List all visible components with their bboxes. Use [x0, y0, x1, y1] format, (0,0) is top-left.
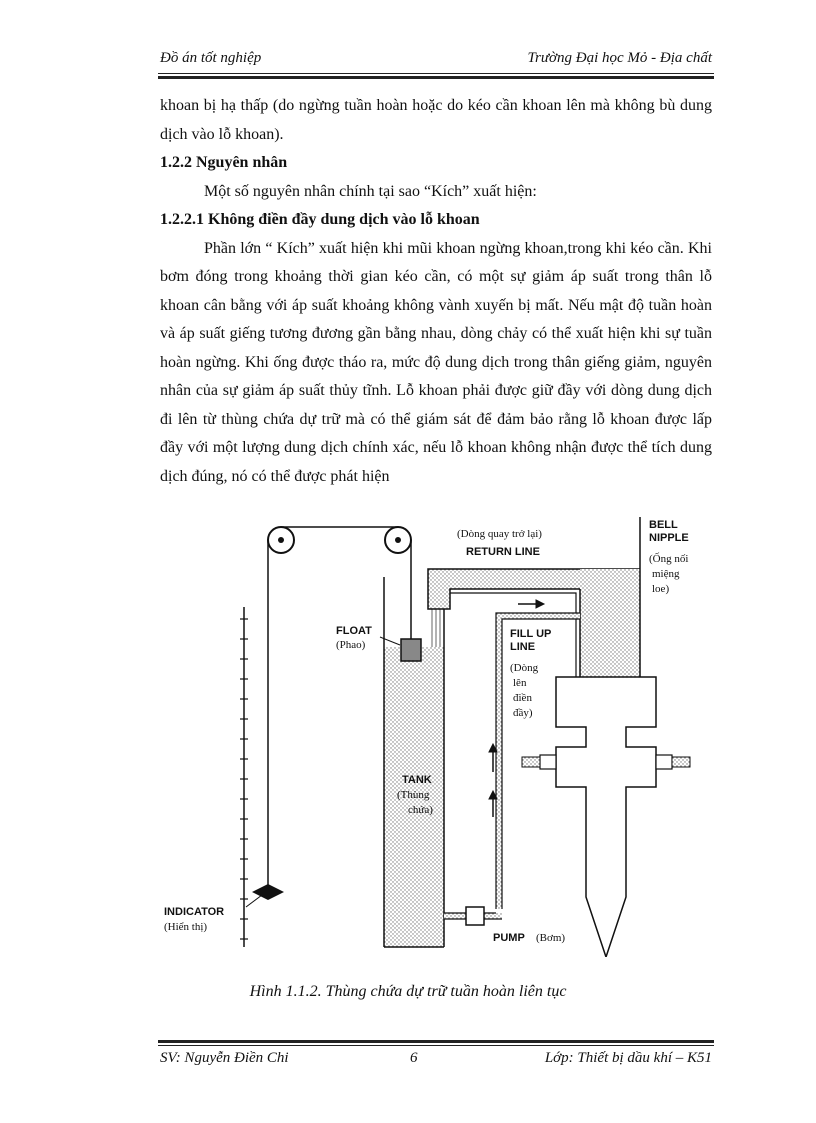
float — [401, 639, 421, 661]
float-label: FLOAT — [336, 625, 372, 637]
fill-up-label-2: LINE — [510, 641, 536, 653]
pump — [466, 907, 484, 925]
float-vn-label: (Phao) — [336, 639, 366, 651]
fill-vn-3: điền — [513, 692, 532, 704]
header-left: Đồ án tốt nghiệp — [160, 50, 262, 66]
fill-vn-4: đầy) — [513, 707, 533, 719]
bell-vn-3: loe) — [652, 583, 670, 595]
level-scale — [240, 607, 284, 947]
figure-caption: Hình 1.1.2. Thùng chứa dự trữ tuần hoàn liên tục — [249, 983, 567, 1000]
heading-1-2-2: 1.2.2 Nguyên nhân — [160, 154, 288, 171]
footer-page-number: 6 — [410, 1050, 418, 1066]
footer-class: Lớp: Thiết bị dầu khí – K51 — [544, 1050, 712, 1066]
bell-vn-2: miệng — [652, 568, 680, 580]
tank-vn-2: chứa) — [408, 804, 433, 816]
tank-label: TANK — [402, 774, 432, 786]
header-rule-thick — [158, 76, 714, 79]
fill-vn-2: lên — [513, 677, 527, 689]
footer-student: SV: Nguyễn Điền Chi — [160, 1050, 289, 1066]
header-right: Trường Đại học Mỏ - Địa chất — [527, 50, 712, 66]
indicator-marker — [252, 884, 284, 900]
heading-1-2-2-1: 1.2.2.1 Không điền đầy dung dịch vào lỗ khoan — [160, 211, 480, 228]
tank — [384, 577, 444, 947]
fill-up-label-1: FILL UP — [510, 628, 552, 640]
bell-nipple — [580, 517, 640, 677]
pump-vn-label: (Bơm) — [536, 932, 566, 944]
return-line-vn-label: (Dòng quay trở lại) — [457, 528, 542, 540]
paragraph-2: Một số nguyên nhân chính tại sao “Kích” xuất hiện: — [204, 182, 537, 200]
footer-rule-thin — [158, 1045, 714, 1046]
return-line-label: RETURN LINE — [466, 546, 540, 558]
footer-rule-thick — [158, 1040, 714, 1043]
bell-label-1: BELL — [649, 519, 678, 531]
paragraph-1: khoan bị hạ thấp (do ngừng tuần hoàn hoặc do kéo cần khoan lên mà không bù dung dịch vào lỗ khoan). — [160, 97, 712, 143]
page-header — [158, 50, 714, 72]
return-drip — [432, 609, 440, 647]
indicator-vn-label: (Hiển thị) — [164, 921, 208, 933]
wellhead — [522, 677, 690, 957]
tank-diagram — [160, 517, 712, 957]
pump-label: PUMP — [493, 932, 525, 944]
bell-vn-1: (Ống nối — [649, 553, 689, 565]
fill-vn-1: (Dòng — [510, 662, 539, 674]
bell-label-2: NIPPLE — [649, 532, 689, 544]
tank-vn-1: (Thùng — [397, 789, 430, 801]
indicator-label: INDICATOR — [164, 906, 225, 918]
header-rule-thin — [158, 73, 714, 74]
body-text — [160, 92, 712, 491]
paragraph-3: Phần lớn “ Kích” xuất hiện khi mũi khoan ngừng khoan,trong khi kéo cần. Khi bơm đóng trong khoảng thời gian kéo cần, có một sự giảm áp suất trong thân lỗ khoan cân bằng với áp suất khoảng không vành xuyến bị mất. Nếu mật độ tuần hoàn và áp suất giếng tương đương gần bằng nhau, dòng chảy có thể xuất hiện khi sự tuần hoàn ngừng. Khi ống được tháo ra, mức độ dung dịch trong thân giếng giảm, nguyên nhân của sự giảm áp suất thủy tĩnh. Lỗ khoan phải được giữ đầy với dòng dung dịch đi lên từ thùng chứa dự trữ mà có thể giám sát để đảm bảo rằng lỗ khoan được lấp đầy với một lượng dung dịch chính xác, nếu lỗ khoan không nhận được thể tích dung dịch đúng, nó có thể được phát hiện — [160, 239, 712, 485]
